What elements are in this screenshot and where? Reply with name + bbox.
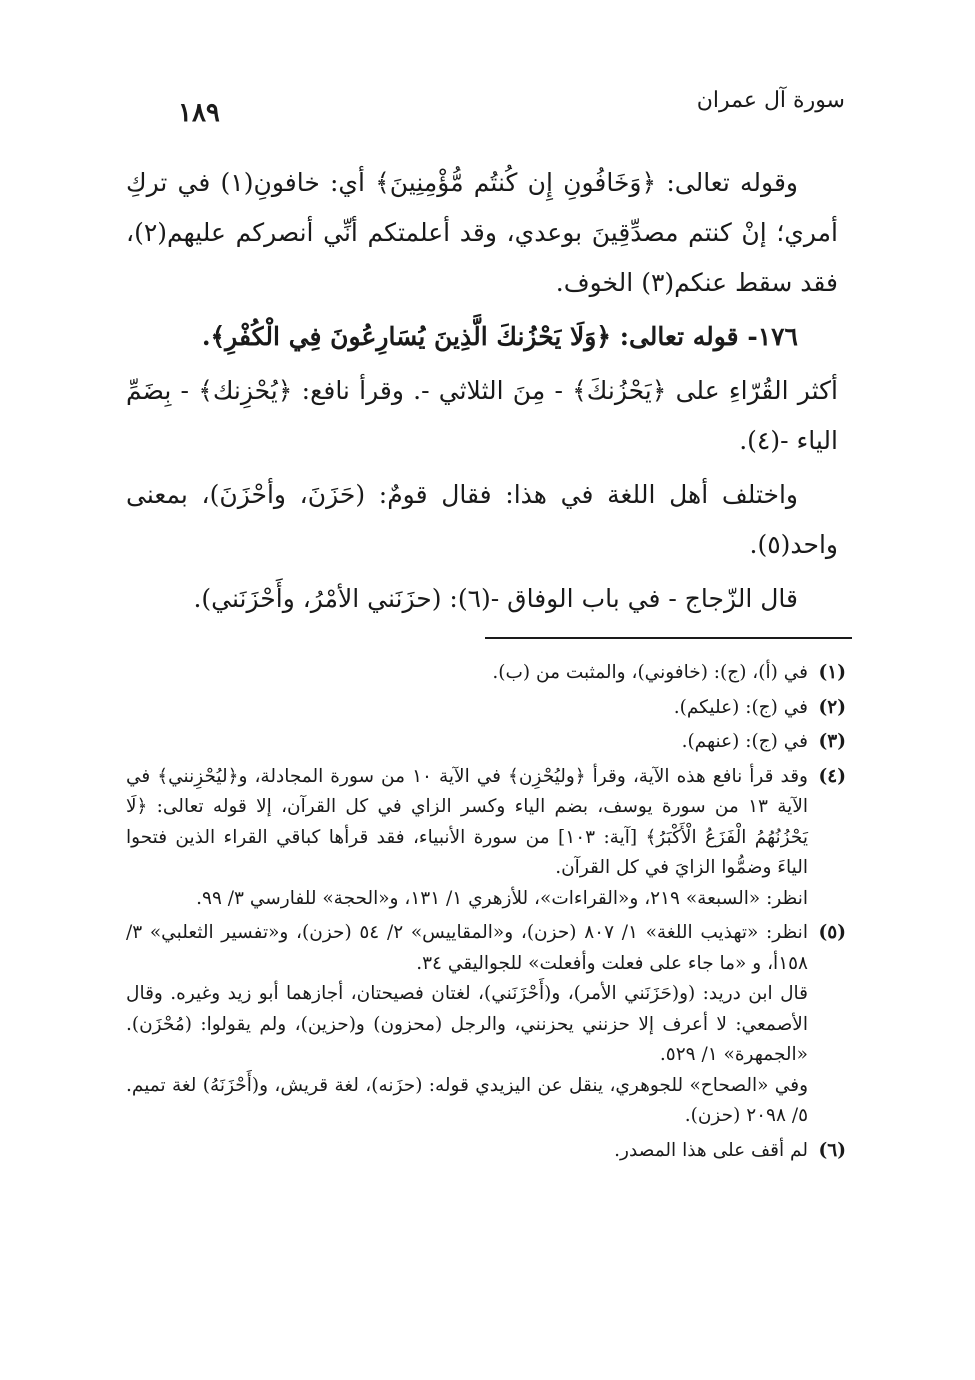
verse-heading: ١٧٦- قوله تعالى: ﴿وَلَا يَحْزُنكَ الَّذِينَ يُسَارِعُونَ فِي الْكُفْرِ﴾. <box>201 322 798 351</box>
footnote-text: وقد قرأ نافع هذه الآية، وقرأ ﴿وليُحْزِن﴾ في الآية ١٠ من سورة المجادلة، و﴿ليُحْزِنني﴾ في الآية ١٣ من سورة يوسف، بضم الياء وكسر الزاي في كل القرآن، إلا قوله تعالى: ﴿لَا يَحْزُنُهُمُ الْفَزَعُ الْأَكْبَرُ﴾ [آية: ١٠٣] من سورة الأنبياء، فقد قرأها كباقي القراء الذين فتحوا الياءَ وضمُّوا الزايَ في كل القرآن. <box>126 765 809 878</box>
footnote-number: (٤) <box>818 765 846 787</box>
footnote-number: (٦) <box>818 1139 846 1161</box>
footnote-text: في (ج): (عنهم). <box>681 731 808 752</box>
footnote <box>126 693 846 724</box>
footnotes <box>126 658 846 1170</box>
paragraph: واختلف أهل اللغة في هذا: فقال قومٌ: (حَزَنَ، وأحْزَنَ)، بمعنى واحد(٥). <box>126 480 838 559</box>
paragraph: قال الزّجاج - في باب الوفاق -(٦): (حزَنَني الأمْرُ، وأَحْزَنَني). <box>193 584 798 613</box>
footnote-text: لم أقف على هذا المصدر. <box>614 1139 808 1161</box>
footnote-reference: انظر: «السبعة» ٢١٩، و«القراءات»، للأزهري ١/ ١٣١، و«الحجة» للفارسي ٣/ ٩٩. <box>196 887 808 909</box>
footnote-text: وفي «الصحاح» للجوهري، ينقل عن اليزيدي قوله: (حزَنه)، لغة قريش، و(أَحْزَنَهُ) لغة تميم. ٥/ ٢٠٩٨ (حزن). <box>126 1074 808 1126</box>
footnote-number: (٣) <box>818 731 846 752</box>
footnote-reference: انظر: «تهذيب اللغة» ١/ ٨٠٧ (حزن)، و«المقاييس» ٢/ ٥٤ (حزن)، و«تفسير الثعلبي» ٣/ ١٥٨أ، و «ما جاء على فعلت وأفعلت» للجواليقي ٣٤. <box>126 922 808 974</box>
footnote <box>126 727 846 758</box>
footnote-text: في (أ)، (ج): (خافوني)، والمثبت من (ب). <box>492 662 808 683</box>
footnote-number: (٢) <box>818 696 846 718</box>
footnote-text: في (ج): (عليكم). <box>673 696 808 718</box>
footnote-number: (٥) <box>818 922 846 943</box>
paragraph: أكثر القُرّاءِ على ﴿يَحْزُنكَ﴾ - مِنَ الثلاثي -. وقرأ نافع: ﴿يُحْزِنك﴾ - بِضَمِّ الياء -(٤). <box>126 376 838 455</box>
running-header-title: سورة آل عمران <box>696 88 845 113</box>
main-text <box>126 158 838 628</box>
paragraph: وقوله تعالى: ﴿وَخَافُونِ إِن كُنتُم مُّؤْمِنِينَ﴾ أي: خافونِ(١) في تركِ أمري؛ إنْ كنتم مصدِّقِينَ بوعدي، وقد أعلمتكم أنِّي أنصركم عليهم(٢)، فقد سقط عنكم(٣) الخوف. <box>126 168 838 297</box>
footnote <box>126 918 846 1132</box>
footnote-text: قال ابن دريد: (و(حَزَنَني الأمر)، و(أَحْزَنَني)، لغتان فصيحتان، أجازهما أبو زيد وغيره. وقال الأصمعي: لا أعرف إلا حزنني يحزنني، والرجل (محزون) و(حزين)، ولم يقولوا: (مُحْزَن). «الجمهرة» ١/ ٥٢٩. <box>126 983 808 1065</box>
footnote <box>126 658 846 689</box>
footnote <box>126 762 846 915</box>
footnote-divider <box>485 637 852 639</box>
page-number: ١٨٩ <box>178 98 220 128</box>
footnote-number: (١) <box>818 662 846 683</box>
footnote <box>126 1136 846 1167</box>
